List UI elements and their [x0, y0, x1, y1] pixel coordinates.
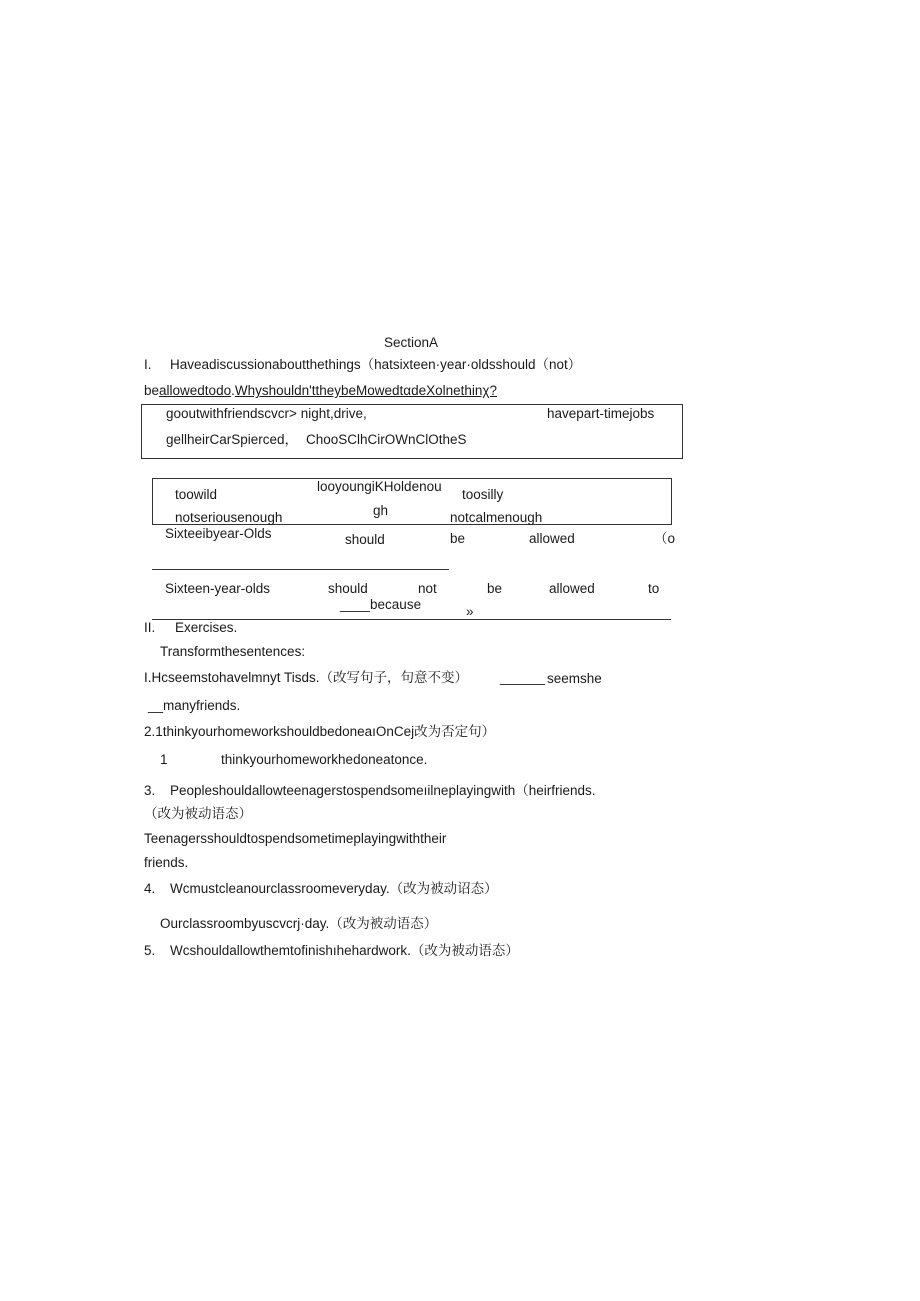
frame2-because: ____because	[340, 597, 422, 612]
q2-answer: thinkyourhomeworkhedoneatonce.	[221, 752, 428, 767]
part1-prompt-line2	[144, 383, 497, 399]
reason-not-calm: notcalmenough	[450, 510, 543, 525]
frame2-subject: Sixteen-year-olds	[165, 581, 271, 596]
q3-answer-line2: friends.	[144, 855, 189, 870]
q2-text: 2.1thinkyourhomeworkshouldbedoneaıOnCej改为否定句）	[144, 724, 496, 739]
frame2-end-mark: »	[466, 604, 474, 619]
prompt-word-allowedtodo: allowedtodo	[159, 383, 232, 398]
reason-not-serious: notseriousenough	[175, 510, 283, 525]
frame1-to: （o	[654, 531, 676, 546]
part1-number: I.	[144, 357, 152, 372]
prompt-question: Whyshouldn'ttheybeMowedtαdeXolnethinχ?	[234, 383, 497, 398]
frame1-subject: Sixteeibyear-Olds	[165, 526, 272, 541]
frame2-be: be	[487, 581, 503, 596]
frame1-be: be	[450, 531, 466, 546]
q5-text: Wcshouldallowthemtofinishıhehardwork.（改为被动语态）	[170, 943, 519, 958]
prompt-period: .	[231, 383, 235, 398]
q2-answer-number: 1	[160, 752, 168, 767]
q4-text: Wcmustcleanourclassroomeveryday.（改为被动诏态）	[170, 881, 498, 896]
reason-too-silly: toosilly	[462, 487, 504, 502]
part2-heading: Exercises.	[175, 620, 238, 635]
q4-answer: Ourclassroombyuscvcrj·day.（改为被动语态）	[160, 916, 438, 931]
activity-choose-clothes: ChooSClhCirOWnClOtheS	[306, 432, 467, 447]
frame2-to: to	[648, 581, 660, 596]
reason-too-wild: toowild	[175, 487, 218, 502]
part2-instruction: Transformthesentences:	[160, 644, 306, 659]
part2-number: II.	[144, 620, 156, 635]
q3-number: 3.	[144, 783, 156, 798]
reason-too-young-line1: looyoungiKHoldenou	[317, 479, 442, 494]
q4-number: 4.	[144, 881, 156, 896]
section-title: SectionA	[384, 335, 439, 350]
frame2-allowed: allowed	[549, 581, 595, 596]
frame2-should: should	[328, 581, 368, 596]
prompt-word-be: be	[144, 383, 160, 398]
q1-text: I.Hcseemstohavelmnyt Tisds.（改写句子，句意不变）	[144, 670, 469, 685]
part1-prompt-line1: Haveadiscussionaboutthethings（hatsixteen·year·oldsshould（not）	[170, 357, 582, 372]
q1-blank: ______	[500, 670, 546, 685]
activity-go-out: gooutwithfriendscvcr> night,drive,	[166, 406, 367, 421]
frame1-answer-line	[152, 569, 449, 570]
q1-end: seemshe	[547, 671, 602, 686]
frame2-not: not	[418, 581, 437, 596]
reason-too-young-line2: gh	[373, 503, 389, 518]
q3-text: Peopleshouldallowteenagerstospendsomeıilneplayingwith（heirfriends.	[170, 783, 596, 798]
frame1-should: should	[345, 532, 385, 547]
q3-note: （改为被动语态）	[144, 806, 252, 821]
frame1-allowed: allowed	[529, 531, 575, 546]
q3-answer-line1: Teenagersshouldtospendsometimeplayingwiththeir	[144, 831, 447, 846]
activity-ears-pierced: gellheirCarSpierced，	[166, 432, 299, 447]
activity-part-time-jobs: havepart-timejobs	[547, 406, 655, 421]
q1-answer-line2: __manyfriends.	[148, 698, 241, 713]
q5-number: 5.	[144, 943, 156, 958]
